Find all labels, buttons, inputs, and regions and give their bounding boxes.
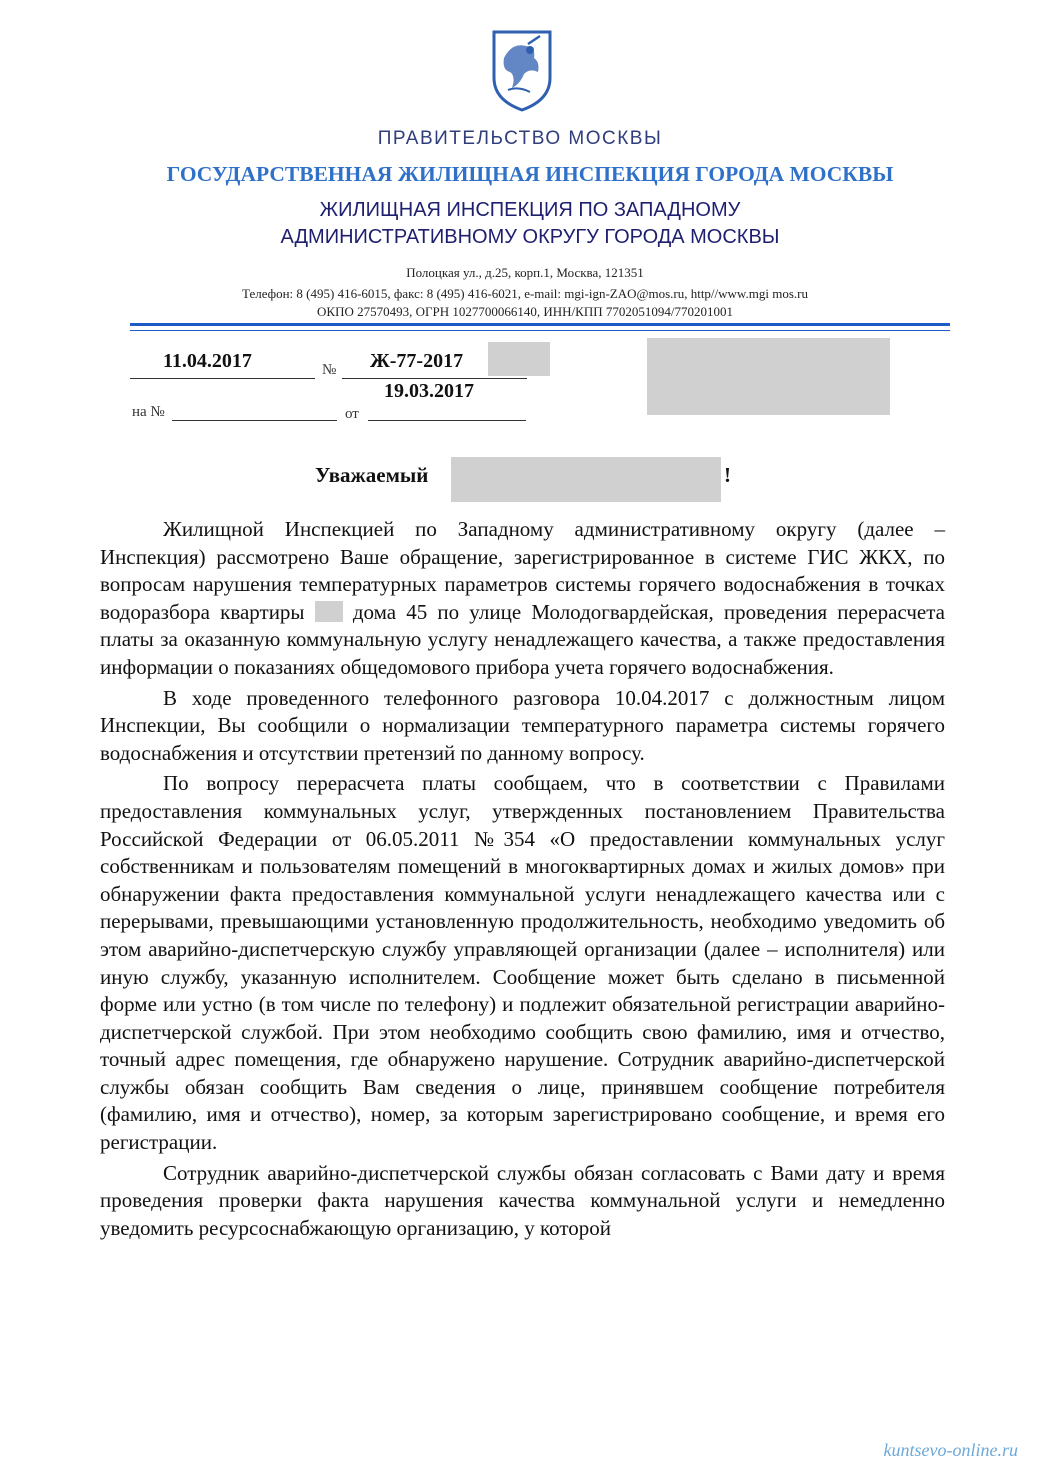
redacted-recipient-name (451, 457, 721, 502)
header-divider-thick (130, 323, 950, 326)
paragraph-3: По вопросу перерасчета платы сообщаем, что в соответствии с Правилами предоставления коммунальных услуг, утвержденных постановлением Правительства Российской Федерации от 06.05.2011 №354 «О предоставлении коммунальных услуг собственникам и пользователям помещений в многоквартирных домах и жилых домов» при обнаружении факта предоставления коммунальной услуги ненадлежащего качества или с перерывами, превышающими установленную продолжительность, необходимо уведомить об этом аварийно-диспетчерскую службу управляющей организации (далее – исполнителя) или иную службу, указанную исполнителем. Сообщение может быть сделано в письменной форме или устно (в том числе по телефону) и подлежит обязательной регистрации аварийно-диспетчерской службой. При этом необходимо сообщить свою фамилию, имя и отчество, точный адрес помещения, где обнаружено нарушение. Сотрудник аварийно-диспетчерской службы обязан сообщить Вам сведения о лице, принявшем сообщение потребителя (фамилию, имя и отчество), номер, за которым зарегистрировано сообщение, и время его регистрации. (100, 771, 945, 1155)
date-underline (130, 378, 315, 379)
redacted-recipient (647, 338, 890, 415)
incoming-date: 19.03.2017 (384, 380, 474, 402)
paragraph-1-part2: дома 45 по улице Молодогвардейская, проведения перерасчета платы за оказанную коммунальную услугу ненадлежащего качества, а также предоставления информации о показаниях общедомового прибора учета горячего водоснабжения. (100, 599, 945, 679)
department-title-line1: ЖИЛИЩНАЯ ИНСПЕКЦИЯ ПО ЗАПАДНОМУ (319, 199, 741, 221)
moscow-coat-of-arms-icon (490, 28, 554, 112)
paragraph-4: Сотрудник аварийно-диспетчерской службы обязан согласовать с Вами дату и время проведения проверки факта нарушения качества коммунальной услуги и немедленно уведомить ресурсоснабжающую организацию, у которой (100, 1160, 945, 1240)
redacted-apartment-number (315, 601, 343, 622)
inspection-title: ГОСУДАРСТВЕННАЯ ЖИЛИЩНАЯ ИНСПЕКЦИЯ ГОРОДА МОСКВЫ (166, 162, 894, 186)
paragraph-2: В ходе проведенного телефонного разговора 10.04.2017 с должностным лицом Инспекции, Вы сообщили о нормализации температурного параметра системы горячего водоснабжения и отсутствии претензий по данному вопросу. (100, 685, 945, 765)
letter-body (100, 516, 945, 1245)
office-address: Полоцкая ул., д.25, корп.1, Москва, 121351 (406, 265, 644, 280)
number-symbol: № (322, 362, 337, 378)
letter-number: Ж-77-2017 (370, 350, 464, 372)
from-underline (368, 420, 526, 421)
from-label: от (345, 406, 359, 422)
redacted-number-suffix (488, 342, 550, 376)
site-watermark: kuntsevo-online.ru (883, 1440, 1018, 1460)
greeting-suffix: ! (724, 463, 731, 487)
contact-info: Телефон: 8 (495) 416-6015, факс: 8 (495) 416-6021, e-mail: mgi-ign-ZAO@mos.ru, http//www.mgi mos.ru (242, 286, 808, 301)
header-divider-thin (130, 330, 950, 331)
paragraph-1 (100, 516, 945, 682)
department-title-line2: АДМИНИСТРАТИВНОМУ ОКРУГУ ГОРОДА МОСКВЫ (280, 226, 780, 248)
greeting-prefix: Уважаемый (315, 463, 429, 487)
paragraph-1-part1: Жилищной Инспекцией по Западному административному округу (далее – Инспекция) рассмотрено Ваше обращение, зарегистрированное в системе ГИС ЖКХ, по вопросам нарушения температурных параметров системы горячего водоснабжения в точках водоразбора квартиры (100, 517, 945, 624)
on-number-underline (172, 420, 337, 421)
government-title: ПРАВИТЕЛЬСТВО МОСКВЫ (377, 128, 663, 149)
registration-codes: ОКПО 27570493, ОГРН 1027700066140, ИНН/КПП 7702051094/770201001 (317, 304, 733, 319)
on-number-label: на № (132, 404, 165, 420)
number-underline (342, 378, 527, 379)
letter-date: 11.04.2017 (163, 350, 252, 372)
